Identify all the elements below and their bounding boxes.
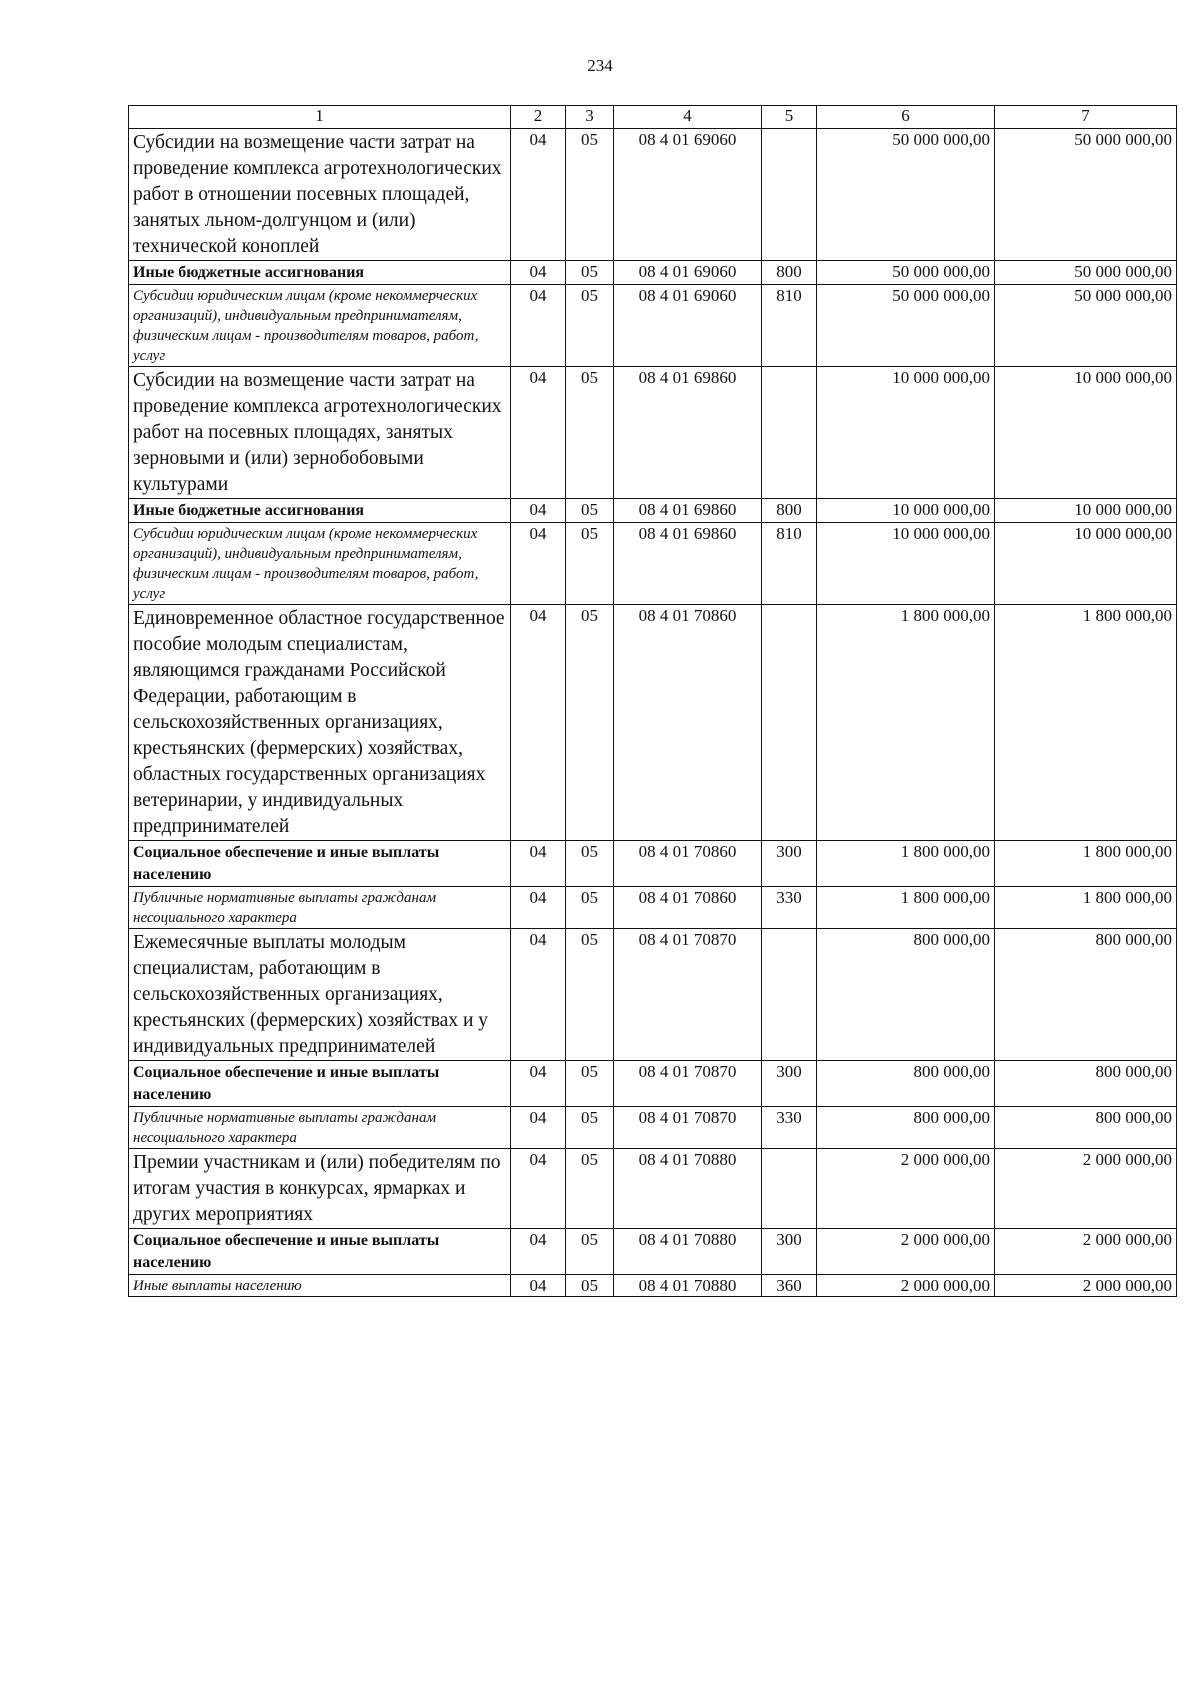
section-code: 04 bbox=[511, 1149, 566, 1229]
subsection-code: 05 bbox=[566, 1229, 614, 1275]
table-row bbox=[129, 929, 1177, 1061]
section-code: 04 bbox=[511, 261, 566, 285]
amount-col-6: 50 000 000,00 bbox=[817, 129, 995, 261]
amount-col-6: 10 000 000,00 bbox=[817, 499, 995, 523]
amount-col-6: 2 000 000,00 bbox=[817, 1275, 995, 1297]
column-header: 4 bbox=[614, 106, 762, 129]
target-article-code: 08 4 01 70880 bbox=[614, 1229, 762, 1275]
section-code: 04 bbox=[511, 129, 566, 261]
amount-col-7: 2 000 000,00 bbox=[995, 1275, 1177, 1297]
target-article-code: 08 4 01 70870 bbox=[614, 1061, 762, 1107]
subsection-code: 05 bbox=[566, 1149, 614, 1229]
subsection-code: 05 bbox=[566, 929, 614, 1061]
table-row bbox=[129, 1275, 1177, 1297]
page-number: 234 bbox=[587, 56, 613, 75]
subsection-code: 05 bbox=[566, 887, 614, 929]
column-header: 5 bbox=[762, 106, 817, 129]
expense-type-code: 810 bbox=[762, 285, 817, 367]
amount-col-7: 1 800 000,00 bbox=[995, 605, 1177, 841]
row-name: Социальное обеспечение и иные выплаты населению bbox=[129, 1061, 511, 1107]
expense-type-code: 330 bbox=[762, 887, 817, 929]
subsection-code: 05 bbox=[566, 261, 614, 285]
table-row bbox=[129, 367, 1177, 499]
row-name: Иные выплаты населению bbox=[129, 1275, 511, 1297]
amount-col-7: 1 800 000,00 bbox=[995, 841, 1177, 887]
target-article-code: 08 4 01 69060 bbox=[614, 261, 762, 285]
subsection-code: 05 bbox=[566, 841, 614, 887]
amount-col-6: 50 000 000,00 bbox=[817, 261, 995, 285]
target-article-code: 08 4 01 70860 bbox=[614, 887, 762, 929]
row-name: Ежемесячные выплаты молодым специалистам, работающим в сельскохозяйственных организациях, крестьянских (фермерских) хозяйствах и у индивидуальных предпринимателей bbox=[129, 929, 511, 1061]
table-row bbox=[129, 499, 1177, 523]
amount-col-6: 2 000 000,00 bbox=[817, 1229, 995, 1275]
amount-col-6: 800 000,00 bbox=[817, 1061, 995, 1107]
section-code: 04 bbox=[511, 367, 566, 499]
amount-col-7: 800 000,00 bbox=[995, 1107, 1177, 1149]
budget-table bbox=[128, 105, 1177, 1297]
amount-col-6: 50 000 000,00 bbox=[817, 285, 995, 367]
row-name: Премии участникам и (или) победителям по итогам участия в конкурсах, ярмарках и других мероприятиях bbox=[129, 1149, 511, 1229]
target-article-code: 08 4 01 69060 bbox=[614, 285, 762, 367]
expense-type-code bbox=[762, 129, 817, 261]
table-row bbox=[129, 887, 1177, 929]
column-header: 7 bbox=[995, 106, 1177, 129]
amount-col-7: 10 000 000,00 bbox=[995, 523, 1177, 605]
table-row bbox=[129, 841, 1177, 887]
table-row bbox=[129, 1061, 1177, 1107]
expense-type-code: 330 bbox=[762, 1107, 817, 1149]
subsection-code: 05 bbox=[566, 523, 614, 605]
column-header: 6 bbox=[817, 106, 995, 129]
section-code: 04 bbox=[511, 929, 566, 1061]
amount-col-7: 10 000 000,00 bbox=[995, 367, 1177, 499]
expense-type-code: 300 bbox=[762, 1061, 817, 1107]
target-article-code: 08 4 01 69860 bbox=[614, 523, 762, 605]
row-name: Субсидии на возмещение части затрат на проведение комплекса агротехнологических работ в отношении посевных площадей, занятых льном-долгунцом и (или) технической коноплей bbox=[129, 129, 511, 261]
section-code: 04 bbox=[511, 1229, 566, 1275]
amount-col-7: 800 000,00 bbox=[995, 929, 1177, 1061]
row-name: Иные бюджетные ассигнования bbox=[129, 499, 511, 523]
table-row bbox=[129, 285, 1177, 367]
table-row bbox=[129, 1107, 1177, 1149]
subsection-code: 05 bbox=[566, 605, 614, 841]
expense-type-code: 800 bbox=[762, 499, 817, 523]
row-name: Социальное обеспечение и иные выплаты населению bbox=[129, 1229, 511, 1275]
amount-col-7: 2 000 000,00 bbox=[995, 1229, 1177, 1275]
target-article-code: 08 4 01 69860 bbox=[614, 499, 762, 523]
table-row bbox=[129, 605, 1177, 841]
amount-col-7: 50 000 000,00 bbox=[995, 129, 1177, 261]
target-article-code: 08 4 01 70880 bbox=[614, 1275, 762, 1297]
row-name: Публичные нормативные выплаты гражданам несоциального характера bbox=[129, 887, 511, 929]
section-code: 04 bbox=[511, 523, 566, 605]
section-code: 04 bbox=[511, 1061, 566, 1107]
amount-col-7: 10 000 000,00 bbox=[995, 499, 1177, 523]
section-code: 04 bbox=[511, 1275, 566, 1297]
amount-col-7: 1 800 000,00 bbox=[995, 887, 1177, 929]
subsection-code: 05 bbox=[566, 367, 614, 499]
section-code: 04 bbox=[511, 841, 566, 887]
table-body bbox=[129, 129, 1177, 1297]
amount-col-6: 2 000 000,00 bbox=[817, 1149, 995, 1229]
target-article-code: 08 4 01 70860 bbox=[614, 841, 762, 887]
expense-type-code bbox=[762, 605, 817, 841]
row-name: Иные бюджетные ассигнования bbox=[129, 261, 511, 285]
amount-col-6: 1 800 000,00 bbox=[817, 887, 995, 929]
amount-col-6: 1 800 000,00 bbox=[817, 605, 995, 841]
expense-type-code bbox=[762, 367, 817, 499]
row-name: Субсидии юридическим лицам (кроме некоммерческих организаций), индивидуальным предпринимателям, физическим лицам - производителям товаров, работ, услуг bbox=[129, 523, 511, 605]
amount-col-7: 50 000 000,00 bbox=[995, 285, 1177, 367]
subsection-code: 05 bbox=[566, 499, 614, 523]
subsection-code: 05 bbox=[566, 1061, 614, 1107]
column-header: 3 bbox=[566, 106, 614, 129]
column-header: 1 bbox=[129, 106, 511, 129]
row-name: Социальное обеспечение и иные выплаты населению bbox=[129, 841, 511, 887]
section-code: 04 bbox=[511, 285, 566, 367]
column-header: 2 bbox=[511, 106, 566, 129]
amount-col-7: 50 000 000,00 bbox=[995, 261, 1177, 285]
target-article-code: 08 4 01 69860 bbox=[614, 367, 762, 499]
subsection-code: 05 bbox=[566, 285, 614, 367]
amount-col-6: 800 000,00 bbox=[817, 1107, 995, 1149]
subsection-code: 05 bbox=[566, 129, 614, 261]
table-row bbox=[129, 129, 1177, 261]
expense-type-code: 300 bbox=[762, 841, 817, 887]
section-code: 04 bbox=[511, 499, 566, 523]
amount-col-6: 10 000 000,00 bbox=[817, 367, 995, 499]
subsection-code: 05 bbox=[566, 1275, 614, 1297]
table-header-row bbox=[129, 106, 1177, 129]
row-name: Субсидии на возмещение части затрат на проведение комплекса агротехнологических работ на посевных площадях, занятых зерновыми и (или) зернобобовыми культурами bbox=[129, 367, 511, 499]
target-article-code: 08 4 01 70860 bbox=[614, 605, 762, 841]
table-row bbox=[129, 1149, 1177, 1229]
amount-col-6: 1 800 000,00 bbox=[817, 841, 995, 887]
row-name: Публичные нормативные выплаты гражданам несоциального характера bbox=[129, 1107, 511, 1149]
row-name: Единовременное областное государственное пособие молодым специалистам, являющимся гражданами Российской Федерации, работающим в сельскохозяйственных организациях, крестьянских (фермерских) хозяйствах, областных государственных организациях ветеринарии, у индивидуальных предпринимателей bbox=[129, 605, 511, 841]
amount-col-7: 800 000,00 bbox=[995, 1061, 1177, 1107]
row-name: Субсидии юридическим лицам (кроме некоммерческих организаций), индивидуальным предпринимателям, физическим лицам - производителям товаров, работ, услуг bbox=[129, 285, 511, 367]
expense-type-code bbox=[762, 1149, 817, 1229]
target-article-code: 08 4 01 69060 bbox=[614, 129, 762, 261]
section-code: 04 bbox=[511, 605, 566, 841]
section-code: 04 bbox=[511, 887, 566, 929]
target-article-code: 08 4 01 70870 bbox=[614, 929, 762, 1061]
table-row bbox=[129, 1229, 1177, 1275]
subsection-code: 05 bbox=[566, 1107, 614, 1149]
amount-col-6: 800 000,00 bbox=[817, 929, 995, 1061]
expense-type-code: 300 bbox=[762, 1229, 817, 1275]
expense-type-code: 800 bbox=[762, 261, 817, 285]
target-article-code: 08 4 01 70880 bbox=[614, 1149, 762, 1229]
expense-type-code: 810 bbox=[762, 523, 817, 605]
amount-col-6: 10 000 000,00 bbox=[817, 523, 995, 605]
table-row bbox=[129, 523, 1177, 605]
expense-type-code bbox=[762, 929, 817, 1061]
expense-type-code: 360 bbox=[762, 1275, 817, 1297]
table-row bbox=[129, 261, 1177, 285]
target-article-code: 08 4 01 70870 bbox=[614, 1107, 762, 1149]
section-code: 04 bbox=[511, 1107, 566, 1149]
amount-col-7: 2 000 000,00 bbox=[995, 1149, 1177, 1229]
